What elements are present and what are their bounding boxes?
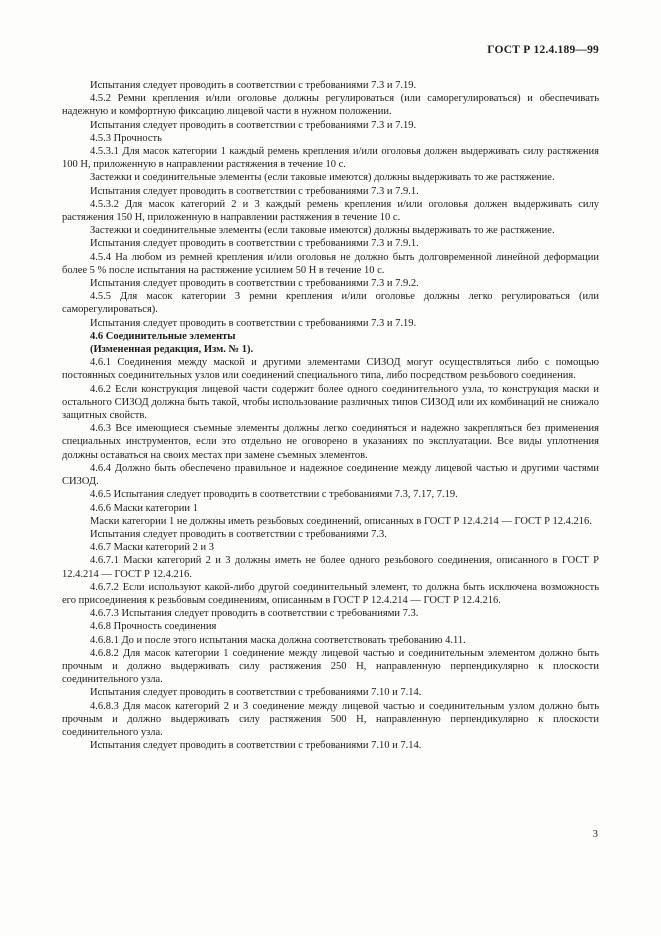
paragraph: 4.6.1 Соединения между маской и другими элементами СИЗОД могут осуществляться либо с помощью постоянных соединительных узлов или соединений специального типа, либо посредством резьбового соединения. (62, 357, 599, 382)
paragraph: Маски категории 1 не должны иметь резьбовых соединений, описанных в ГОСТ Р 12.4.214 — ГОСТ Р 12.4.216. (90, 515, 592, 527)
paragraph: 4.5.3.2 Для масок категорий 2 и 3 каждый ремень крепления и/или оголовья должен выдерживать силу растяжения 150 Н, приложенную в направлении растяжения в течение 10 с. (62, 198, 599, 224)
paragraph: Испытания следует проводить в соответствии с требованиями 7.3 и 7.9.1. (90, 185, 419, 197)
paragraph: Испытания следует проводить в соответствии с требованиями 7.3 и 7.19. (90, 119, 417, 131)
paragraph: 4.6.5 Испытания следует проводить в соответствии с требованиями 7.3, 7.17, 7.19. (90, 489, 458, 501)
paragraph: Испытания следует проводить в соответствии с требованиями 7.10 и 7.14. (90, 687, 422, 699)
paragraph: 4.6.7 Маски категорий 2 и 3 (90, 542, 214, 554)
page-number: 3 (592, 829, 598, 840)
paragraph: 4.6.8.1 До и после этого испытания маска должна соответствовать требованию 4.11. (90, 634, 466, 646)
amendment-note: (Измененная редакция, Изм. № 1). (90, 344, 254, 356)
paragraph: 4.5.3.1 Для масок категории 1 каждый ремень крепления и/или оголовья должен выдерживать силу растяжения 100 Н, приложенную в направлении растяжения в течение 10 с. (62, 146, 599, 171)
section-heading: 4.6 Соединительные элементы (90, 330, 236, 342)
paragraph: Испытания следует проводить в соответствии с требованиями 7.3 и 7.19. (90, 80, 417, 91)
paragraph: 4.6.7.3 Испытания следует проводить в соответствии с требованиями 7.3. (90, 608, 419, 620)
paragraph: Испытания следует проводить в соответствии с требованиями 7.3 и 7.9.2. (90, 278, 419, 290)
paragraph: 4.6.7.2 Если используют какой-либо другой соединительный элемент, то должна быть исключена возможность его присоединения к резьбовым соединениям, описанным в ГОСТ Р 12.4.214 — ГОСТ Р 12.4.216. (62, 581, 599, 606)
paragraph: 4.6.6 Маски категории 1 (90, 502, 198, 514)
paragraph: 4.5.2 Ремни крепления и/или оголовье должны регулироваться (или саморегулироваться) и обеспечивать надежную и комфортную фиксацию лицевой части в нужном положении. (62, 93, 599, 118)
paragraph: Испытания следует проводить в соответствии с требованиями 7.3 и 7.19. (90, 317, 417, 329)
paragraph: 4.5.4 На любом из ремней крепления и/или оголовья не должно быть долговременной линейной деформации более 5 % после испытания на растяжение усилием 50 Н в течение 10 с. (62, 251, 599, 276)
paragraph: 4.6.4 Должно быть обеспечено правильное и надежное соединение между лицевой частью и другими частями СИЗОД. (62, 462, 599, 488)
paragraph: Испытания следует проводить в соответствии с требованиями 7.10 и 7.14. (90, 740, 422, 752)
paragraph: Застежки и соединительные элементы (если таковые имеются) должны выдерживать то же растяжение. (90, 225, 555, 237)
paragraph: 4.6.8 Прочность соединения (90, 621, 217, 633)
paragraph: 4.5.3 Прочность (90, 132, 162, 144)
paragraph: Испытания следует проводить в соответствии с требованиями 7.3. (90, 528, 387, 540)
paragraph: 4.5.5 Для масок категории 3 ремни крепления и/или оголовье должны легко регулироваться (или саморегулироваться). (62, 291, 599, 316)
paragraph: 4.6.3 Все имеющиеся съемные элементы должны легко соединяться и надежно закрепляться без применения специальных инструментов, если это отдельно не оговорено в указаниях по эксплуатации. Все виды уплотнения должны оставаться на своих местах при замене съемных элементов. (62, 423, 599, 461)
paragraph: 4.6.2 Если конструкция лицевой части содержит более одного соединительного узла, то конструкция маски и остального СИЗОД должна быть такой, чтобы использование различных типов СИЗОД или их комбинаций не снижало защитных свойств. (62, 383, 599, 422)
paragraph: Застежки и соединительные элементы (если таковые имеются) должны выдерживать то же растяжение. (90, 172, 555, 184)
standard-header: ГОСТ Р 12.4.189—99 (487, 44, 599, 56)
paragraph: 4.6.7.1 Маски категорий 2 и 3 должны иметь не более одного резьбового соединения, описанного в ГОСТ Р 12.4.214 — ГОСТ Р 12.4.216. (62, 555, 599, 580)
paragraph: Испытания следует проводить в соответствии с требованиями 7.3 и 7.9.1. (90, 238, 419, 250)
paragraph: 4.6.8.2 Для масок категории 1 соединение между лицевой частью и соединительным элементом должно быть прочным и должно выдерживать силу растяжения 250 Н, направленную перпендикулярно к плоскости соединительного узла. (62, 647, 599, 686)
document-body (62, 79, 599, 752)
paragraph: 4.6.8.3 Для масок категорий 2 и 3 соединение между лицевой частью и соединительным узлом должно быть прочным и должно выдерживать силу растяжения 500 Н, направленную перпендикулярно к плоскости соединительного узла. (62, 700, 599, 738)
